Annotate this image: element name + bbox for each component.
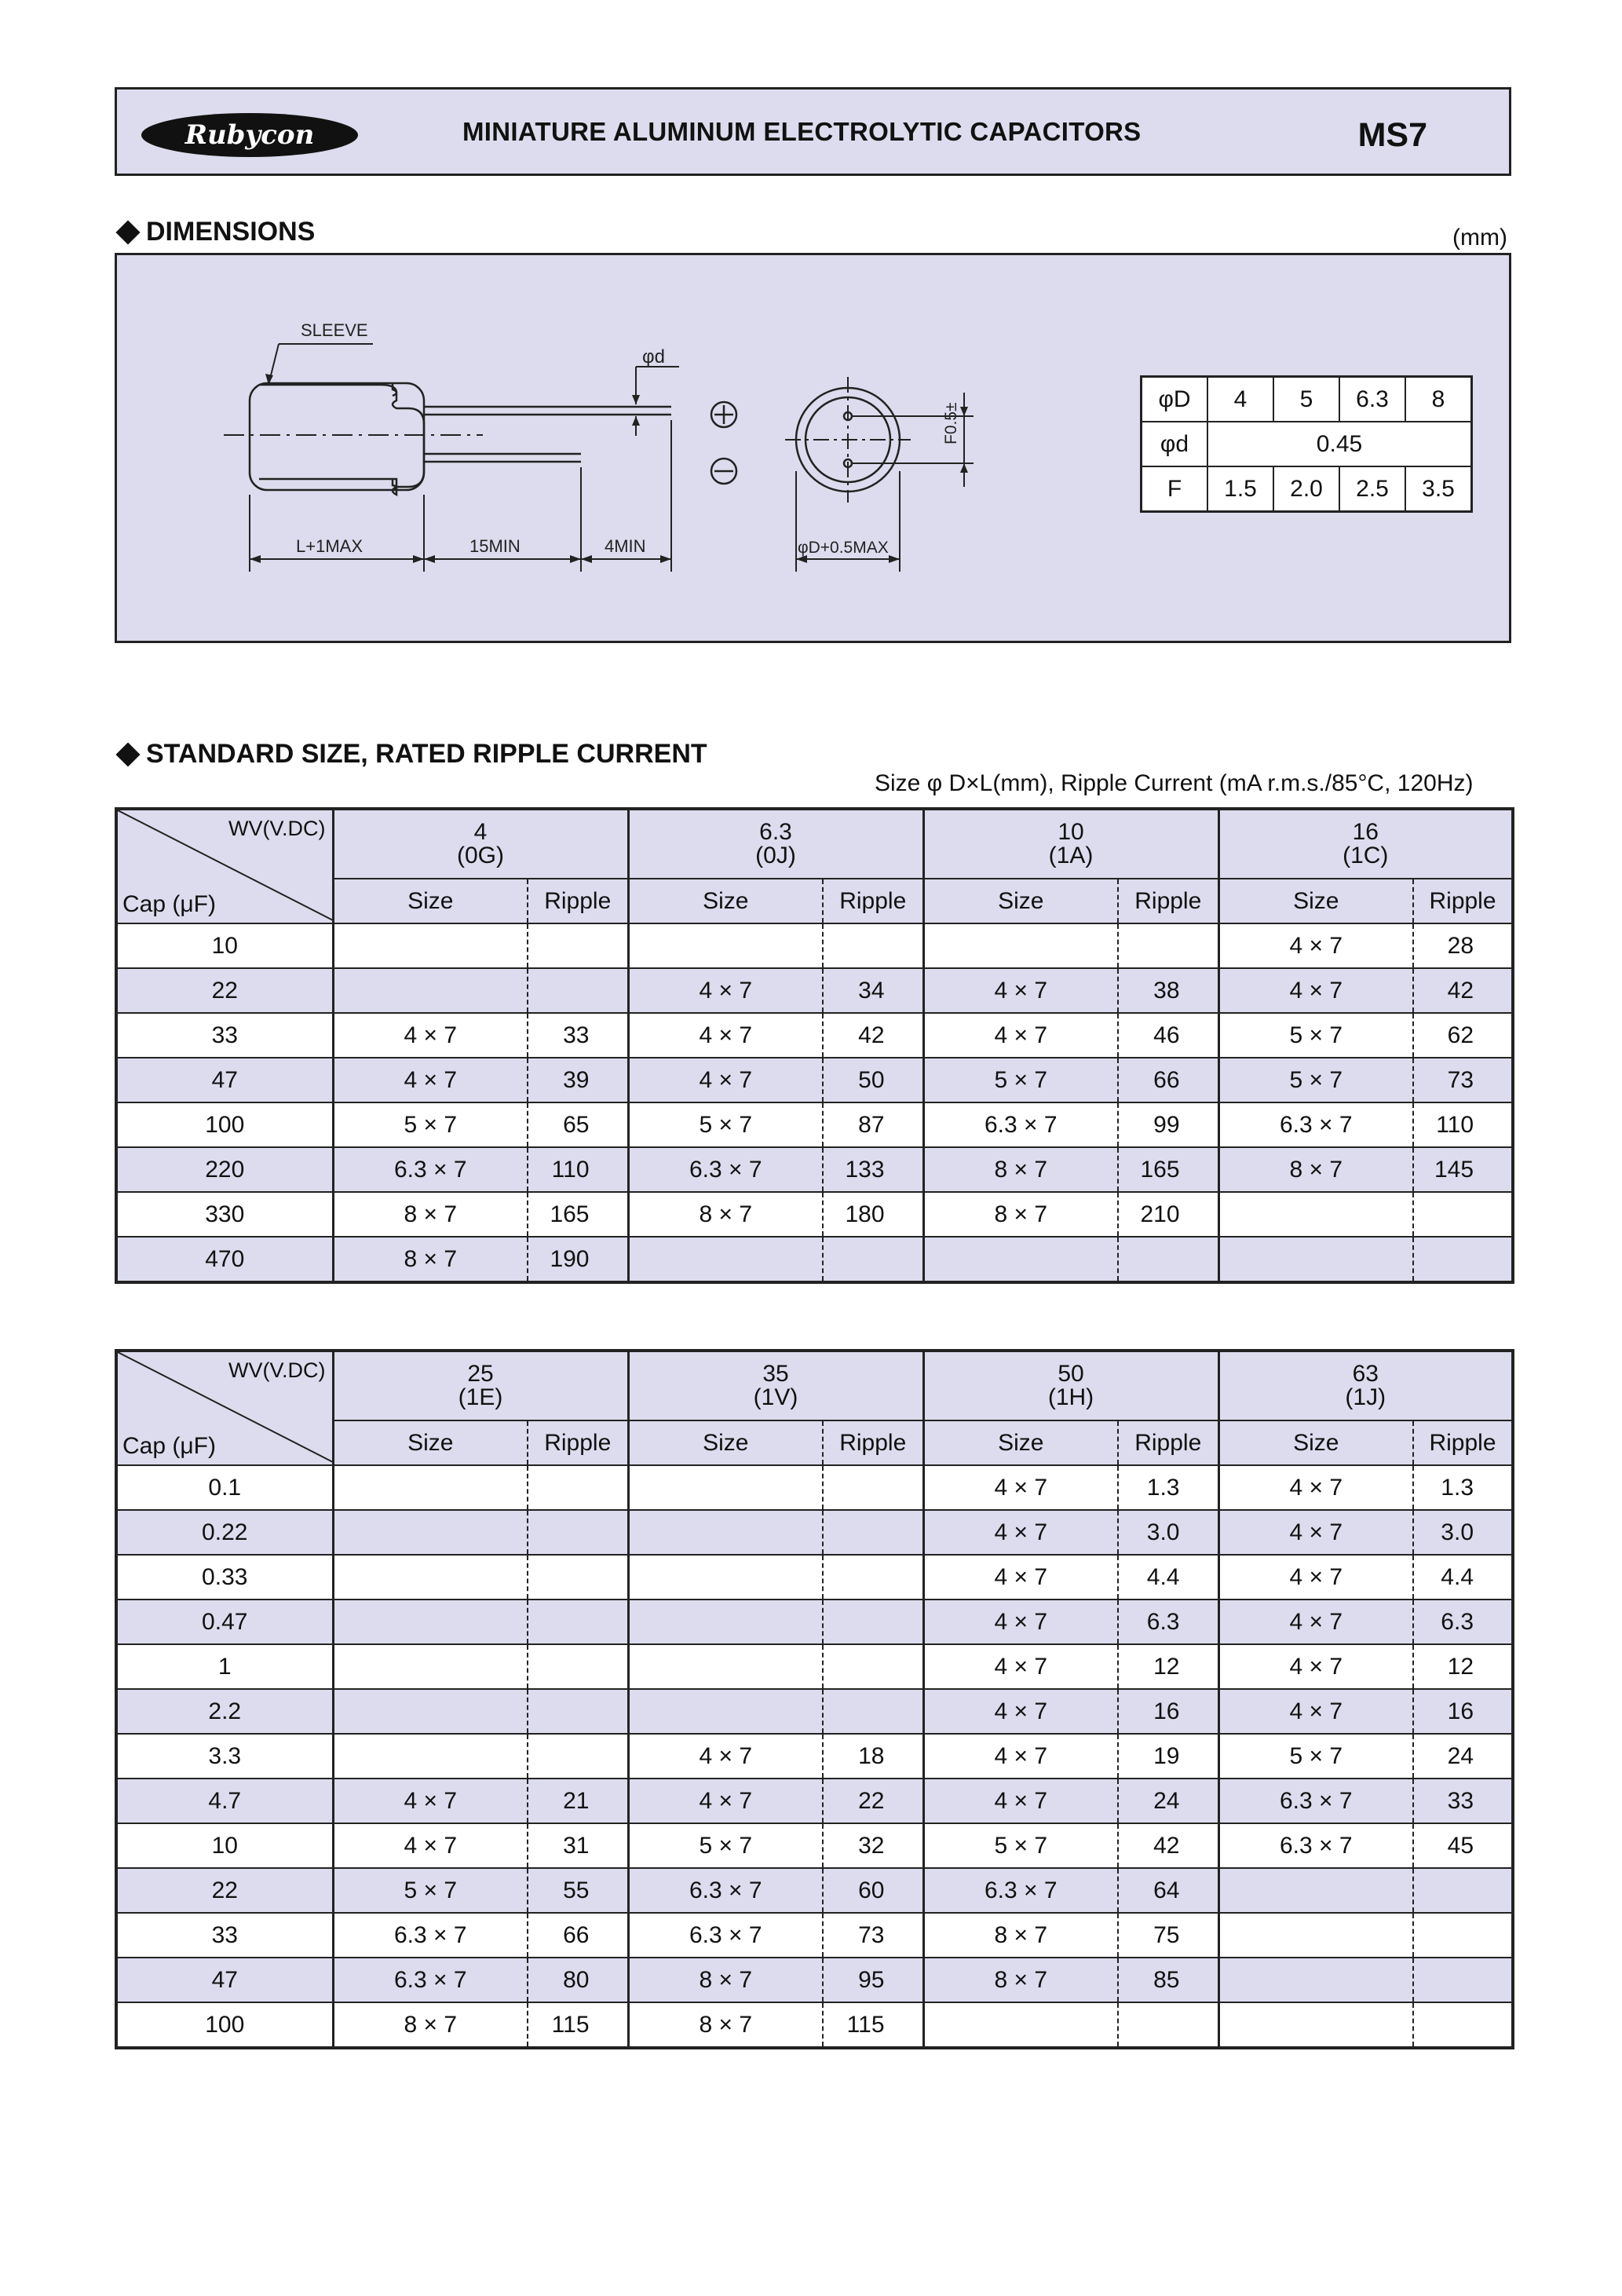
capacitance-cell: 470: [116, 1237, 333, 1282]
dimensions-heading-text: DIMENSIONS: [146, 217, 316, 247]
voltage-value: 35: [762, 1361, 789, 1387]
capacitance-cell: 0.47: [116, 1600, 333, 1644]
voltage-code: (1H): [1047, 1384, 1094, 1410]
ripple-cell: [823, 1465, 923, 1510]
table-row: [116, 1510, 1513, 1555]
ripple-cell: [823, 1600, 923, 1644]
ripple-cell: 39: [528, 1058, 628, 1102]
size-cell: 4 × 7: [923, 1013, 1118, 1058]
ripple-cell: 6.3: [1413, 1600, 1513, 1644]
ripple-note: Size φ D×L(mm), Ripple Current (mA r.m.s./85°C, 120Hz): [875, 770, 1474, 796]
capacitor-body: [250, 383, 424, 490]
size-cell: 8 × 7: [1218, 1147, 1413, 1192]
size-cell: 8 × 7: [333, 2002, 528, 2048]
ripple-cell: [823, 1555, 923, 1600]
capacitance-cell: 0.1: [116, 1465, 333, 1510]
dim-row-phid: [1142, 422, 1472, 466]
ripple-heading-text: STANDARD SIZE, RATED RIPPLE CURRENT: [146, 739, 707, 769]
dim-cell: 6.3: [1339, 377, 1405, 422]
capacitance-cell: 47: [116, 1058, 333, 1102]
size-cell: 4 × 7: [923, 1689, 1118, 1734]
size-cell: [333, 1600, 528, 1644]
ripple-cell: 33: [1413, 1779, 1513, 1823]
size-cell: 4 × 7: [1218, 1644, 1413, 1689]
size-cell: 5 × 7: [628, 1823, 823, 1868]
size-cell: 8 × 7: [628, 1958, 823, 2002]
voltage-code: (0J): [755, 843, 796, 868]
size-cell: [628, 1237, 823, 1282]
capacitance-cell: 33: [116, 1013, 333, 1058]
size-cell: 8 × 7: [333, 1192, 528, 1237]
wv-label: WV(V.DC): [228, 1358, 326, 1382]
table-row: [116, 1823, 1513, 1868]
ripple-cell: [1413, 1868, 1513, 1913]
size-cell: 6.3 × 7: [333, 1958, 528, 2002]
size-cell: 8 × 7: [923, 1147, 1118, 1192]
table-row: [116, 923, 1513, 968]
size-cell: 5 × 7: [1218, 1734, 1413, 1779]
size-cell: 4 × 7: [628, 1779, 823, 1823]
voltage-header: [333, 1351, 628, 1420]
size-cell: 4 × 7: [923, 1510, 1118, 1555]
size-column-header: Size: [628, 879, 823, 923]
size-cell: [923, 1237, 1118, 1282]
size-cell: [628, 1600, 823, 1644]
capacitance-cell: 22: [116, 968, 333, 1013]
size-cell: 4 × 7: [1218, 1555, 1413, 1600]
size-cell: 6.3 × 7: [628, 1147, 823, 1192]
table-row: [116, 1958, 1513, 2002]
ripple-cell: [528, 1600, 628, 1644]
ripple-cell: 66: [1118, 1058, 1218, 1102]
size-column-header: Size: [628, 1420, 823, 1465]
ripple-cell: [823, 923, 923, 968]
dim-cell: 0.45: [1207, 422, 1472, 466]
ripple-cell: 73: [823, 1913, 923, 1958]
voltage-value: 16: [1352, 819, 1379, 845]
ripple-cell: [1413, 1913, 1513, 1958]
ripple-cell: 42: [1118, 1823, 1218, 1868]
size-cell: [333, 1510, 528, 1555]
size-cell: [333, 968, 528, 1013]
ripple-cell: [823, 1237, 923, 1282]
capacitance-cell: 0.33: [116, 1555, 333, 1600]
ripple-table-1-body: [116, 809, 1513, 1282]
size-cell: [333, 1644, 528, 1689]
voltage-value: 63: [1352, 1361, 1379, 1387]
voltage-code: (0G): [457, 843, 504, 868]
series-code: MS7: [1357, 116, 1427, 154]
ripple-cell: 190: [528, 1237, 628, 1282]
size-cell: 4 × 7: [333, 1779, 528, 1823]
voltage-header: [1218, 1351, 1513, 1420]
dia-label: φD+0.5MAX: [798, 539, 889, 557]
voltage-code: (1A): [1048, 843, 1094, 868]
size-cell: [1218, 1237, 1413, 1282]
size-column-header: Size: [1218, 879, 1413, 923]
ripple-cell: 28: [1413, 923, 1513, 968]
voltage-value: 25: [467, 1361, 494, 1387]
size-cell: 8 × 7: [923, 1192, 1118, 1237]
size-cell: 4 × 7: [923, 1465, 1118, 1510]
size-cell: 6.3 × 7: [628, 1913, 823, 1958]
table-row: [116, 1192, 1513, 1237]
ripple-cell: 50: [823, 1058, 923, 1102]
ripple-cell: 210: [1118, 1192, 1218, 1237]
table-row: [116, 1689, 1513, 1734]
header-corner: [116, 1351, 333, 1465]
size-cell: 6.3 × 7: [1218, 1823, 1413, 1868]
size-cell: 5 × 7: [333, 1868, 528, 1913]
capacitance-cell: 220: [116, 1147, 333, 1192]
table-row: [116, 1868, 1513, 1913]
dim-cell: 4: [1207, 377, 1273, 422]
table-row: [116, 1102, 1513, 1147]
size-cell: 8 × 7: [923, 1913, 1118, 1958]
voltage-code: (1V): [753, 1384, 798, 1410]
ripple-heading: [115, 739, 707, 770]
voltage-header: [923, 1351, 1218, 1420]
ripple-cell: 87: [823, 1102, 923, 1147]
size-cell: 6.3 × 7: [923, 1868, 1118, 1913]
size-cell: [628, 1510, 823, 1555]
size-cell: 4 × 7: [1218, 968, 1413, 1013]
ripple-cell: 16: [1413, 1689, 1513, 1734]
ripple-cell: 65: [528, 1102, 628, 1147]
voltage-code: (1E): [458, 1384, 503, 1410]
ripple-column-header: Ripple: [1118, 879, 1218, 923]
size-cell: 5 × 7: [923, 1058, 1118, 1102]
table-row: [116, 1600, 1513, 1644]
size-cell: 6.3 × 7: [1218, 1102, 1413, 1147]
capacitance-cell: 100: [116, 2002, 333, 2048]
voltage-code: (1C): [1343, 843, 1389, 868]
ripple-cell: 19: [1118, 1734, 1218, 1779]
ripple-cell: 42: [823, 1013, 923, 1058]
ripple-cell: 115: [528, 2002, 628, 2048]
table-row: [116, 1734, 1513, 1779]
header-corner: [116, 809, 333, 923]
ripple-cell: 42: [1413, 968, 1513, 1013]
size-cell: 6.3 × 7: [333, 1913, 528, 1958]
size-cell: 5 × 7: [628, 1102, 823, 1147]
size-cell: 4 × 7: [1218, 1465, 1413, 1510]
size-cell: 4 × 7: [1218, 1600, 1413, 1644]
table-row: [116, 2002, 1513, 2048]
size-cell: 4 × 7: [333, 1823, 528, 1868]
size-column-header: Size: [333, 879, 528, 923]
ripple-cell: [1413, 2002, 1513, 2048]
capacitance-cell: 1: [116, 1644, 333, 1689]
ripple-cell: 133: [823, 1147, 923, 1192]
capacitance-cell: 47: [116, 1958, 333, 2002]
dim-cell: 3.5: [1405, 466, 1472, 512]
table-row: [116, 1058, 1513, 1102]
ripple-cell: 165: [528, 1192, 628, 1237]
size-cell: [923, 2002, 1118, 2048]
size-cell: 5 × 7: [1218, 1058, 1413, 1102]
dim-cell: 2.0: [1273, 466, 1339, 512]
diamond-bullet-icon: [115, 742, 140, 766]
size-cell: 8 × 7: [923, 1958, 1118, 2002]
unit-note: (mm): [1452, 225, 1507, 250]
size-cell: [628, 1644, 823, 1689]
ripple-cell: 110: [1413, 1102, 1513, 1147]
wv-label: WV(V.DC): [228, 817, 326, 840]
size-cell: [628, 1689, 823, 1734]
ripple-cell: 165: [1118, 1147, 1218, 1192]
size-cell: [333, 923, 528, 968]
ripple-cell: 75: [1118, 1913, 1218, 1958]
voltage-header: [628, 809, 923, 879]
ripple-cell: 16: [1118, 1689, 1218, 1734]
ripple-column-header: Ripple: [1118, 1420, 1218, 1465]
capacitance-cell: 2.2: [116, 1689, 333, 1734]
capacitance-cell: 10: [116, 923, 333, 968]
size-column-header: Size: [333, 1420, 528, 1465]
ripple-cell: 24: [1118, 1779, 1218, 1823]
ripple-cell: 62: [1413, 1013, 1513, 1058]
size-cell: [1218, 1913, 1413, 1958]
ripple-cell: [528, 1644, 628, 1689]
ripple-cell: 3.0: [1413, 1510, 1513, 1555]
ripple-cell: 6.3: [1118, 1600, 1218, 1644]
ripple-cell: 55: [528, 1868, 628, 1913]
cap-label: Cap (μF): [122, 1433, 216, 1459]
ripple-table-2-body: [116, 1351, 1513, 2048]
length-label: L+1MAX: [296, 536, 363, 556]
capacitance-cell: 3.3: [116, 1734, 333, 1779]
ripple-cell: 180: [823, 1192, 923, 1237]
ripple-cell: 33: [528, 1013, 628, 1058]
table-row: [116, 1779, 1513, 1823]
ripple-cell: 32: [823, 1823, 923, 1868]
ripple-table-1: [115, 807, 1514, 1284]
voltage-header: [923, 809, 1218, 879]
size-cell: 6.3 × 7: [628, 1868, 823, 1913]
ripple-cell: [1413, 1237, 1513, 1282]
ripple-cell: 85: [1118, 1958, 1218, 2002]
size-cell: 4 × 7: [923, 1644, 1118, 1689]
logo-text: Rubycon: [184, 119, 315, 151]
ripple-cell: 3.0: [1118, 1510, 1218, 1555]
ripple-cell: [528, 1510, 628, 1555]
size-cell: [333, 1689, 528, 1734]
size-cell: 6.3 × 7: [923, 1102, 1118, 1147]
size-cell: 8 × 7: [628, 1192, 823, 1237]
ripple-cell: [528, 1689, 628, 1734]
dimension-table: [1140, 375, 1473, 513]
size-cell: 8 × 7: [333, 1237, 528, 1282]
ripple-cell: 60: [823, 1868, 923, 1913]
size-cell: 4 × 7: [923, 968, 1118, 1013]
cap-label: Cap (μF): [122, 891, 216, 917]
dim-cell: 2.5: [1339, 466, 1405, 512]
document-title: MINIATURE ALUMINUM ELECTROLYTIC CAPACITORS: [462, 117, 1142, 146]
ripple-cell: 1.3: [1118, 1465, 1218, 1510]
ripple-cell: 24: [1413, 1734, 1513, 1779]
ripple-cell: 95: [823, 1958, 923, 2002]
capacitance-cell: 22: [116, 1868, 333, 1913]
size-cell: 4 × 7: [628, 1734, 823, 1779]
capacitance-cell: 4.7: [116, 1779, 333, 1823]
capacitance-cell: 330: [116, 1192, 333, 1237]
ripple-cell: 80: [528, 1958, 628, 2002]
voltage-header: [333, 809, 628, 879]
ripple-cell: 99: [1118, 1102, 1218, 1147]
size-cell: [628, 1555, 823, 1600]
size-cell: 5 × 7: [1218, 1013, 1413, 1058]
voltage-value: 4: [473, 819, 488, 845]
size-cell: 4 × 7: [923, 1779, 1118, 1823]
table-row: [116, 968, 1513, 1013]
table-row: [116, 1913, 1513, 1958]
voltage-header: [1218, 809, 1513, 879]
ripple-cell: 34: [823, 968, 923, 1013]
dim-cell: 1.5: [1207, 466, 1273, 512]
ripple-column-header: Ripple: [1413, 879, 1513, 923]
ripple-cell: [1118, 923, 1218, 968]
table-row: [116, 1555, 1513, 1600]
size-cell: 4 × 7: [923, 1555, 1118, 1600]
table-row: [116, 1147, 1513, 1192]
table-row: [116, 1237, 1513, 1282]
ripple-cell: [823, 1510, 923, 1555]
ripple-cell: [1118, 1237, 1218, 1282]
ripple-cell: 1.3: [1413, 1465, 1513, 1510]
size-cell: 4 × 7: [628, 1013, 823, 1058]
size-cell: 8 × 7: [628, 2002, 823, 2048]
capacitance-cell: 33: [116, 1913, 333, 1958]
ripple-cell: 38: [1118, 968, 1218, 1013]
size-cell: [333, 1465, 528, 1510]
ripple-cell: 4.4: [1118, 1555, 1218, 1600]
voltage-value: 50: [1058, 1361, 1084, 1387]
ripple-cell: [1118, 2002, 1218, 2048]
size-cell: 5 × 7: [923, 1823, 1118, 1868]
table-row: [116, 1644, 1513, 1689]
ripple-cell: 12: [1118, 1644, 1218, 1689]
lead-dia-label: φd: [642, 346, 665, 367]
size-cell: [1218, 2002, 1413, 2048]
ripple-cell: [823, 1644, 923, 1689]
capacitance-cell: 10: [116, 1823, 333, 1868]
size-cell: [333, 1555, 528, 1600]
ripple-cell: [528, 923, 628, 968]
table-row: [116, 1013, 1513, 1058]
size-cell: [1218, 1192, 1413, 1237]
size-cell: [1218, 1868, 1413, 1913]
size-cell: 4 × 7: [1218, 1510, 1413, 1555]
size-column-header: Size: [923, 879, 1118, 923]
size-cell: 4 × 7: [628, 968, 823, 1013]
ripple-column-header: Ripple: [823, 879, 923, 923]
size-cell: [628, 1465, 823, 1510]
ripple-cell: [1413, 1192, 1513, 1237]
ripple-column-header: Ripple: [823, 1420, 923, 1465]
voltage-value: 6.3: [759, 819, 792, 845]
lead-min-label: 15MIN: [469, 536, 521, 556]
size-cell: 4 × 7: [1218, 923, 1413, 968]
ripple-cell: 64: [1118, 1868, 1218, 1913]
capacitor-body-outline: [259, 385, 424, 495]
lead-end-label: 4MIN: [605, 536, 646, 556]
size-cell: 6.3 × 7: [333, 1147, 528, 1192]
size-cell: 4 × 7: [333, 1013, 528, 1058]
ripple-column-header: Ripple: [1413, 1420, 1513, 1465]
header-row-voltage: [116, 809, 1513, 879]
ripple-cell: 31: [528, 1823, 628, 1868]
sleeve-label: SLEEVE: [301, 320, 368, 340]
ripple-cell: 21: [528, 1779, 628, 1823]
ripple-cell: [528, 968, 628, 1013]
ripple-cell: 46: [1118, 1013, 1218, 1058]
ripple-cell: 18: [823, 1734, 923, 1779]
ripple-cell: [528, 1555, 628, 1600]
size-cell: 4 × 7: [923, 1600, 1118, 1644]
capacitance-cell: 0.22: [116, 1510, 333, 1555]
dimension-drawing: [0, 0, 1622, 707]
ripple-cell: 45: [1413, 1823, 1513, 1868]
voltage-value: 10: [1058, 819, 1084, 845]
header-row-voltage: [116, 1351, 1513, 1420]
dim-label-phid: φd: [1142, 422, 1208, 466]
size-column-header: Size: [923, 1420, 1118, 1465]
size-cell: 5 × 7: [333, 1102, 528, 1147]
size-cell: 4 × 7: [923, 1734, 1118, 1779]
size-cell: 4 × 7: [628, 1058, 823, 1102]
size-cell: 4 × 7: [1218, 1689, 1413, 1734]
pitch-label: F0.5±: [942, 402, 960, 444]
size-cell: [923, 923, 1118, 968]
ripple-cell: 110: [528, 1147, 628, 1192]
ripple-cell: 73: [1413, 1058, 1513, 1102]
ripple-column-header: Ripple: [528, 1420, 628, 1465]
ripple-table-2: [115, 1349, 1514, 2049]
size-cell: [333, 1734, 528, 1779]
ripple-column-header: Ripple: [528, 879, 628, 923]
voltage-code: (1J): [1345, 1384, 1386, 1410]
ripple-cell: 22: [823, 1779, 923, 1823]
ripple-cell: 12: [1413, 1644, 1513, 1689]
ripple-cell: [528, 1465, 628, 1510]
dim-cell: 5: [1273, 377, 1339, 422]
capacitance-cell: 100: [116, 1102, 333, 1147]
dim-label-phiD: φD: [1142, 377, 1208, 422]
size-cell: 6.3 × 7: [1218, 1779, 1413, 1823]
size-cell: 4 × 7: [333, 1058, 528, 1102]
size-column-header: Size: [1218, 1420, 1413, 1465]
size-cell: [1218, 1958, 1413, 2002]
ripple-cell: [1413, 1958, 1513, 2002]
dim-cell: 8: [1405, 377, 1472, 422]
voltage-header: [628, 1351, 923, 1420]
size-cell: [628, 923, 823, 968]
ripple-cell: 66: [528, 1913, 628, 1958]
ripple-cell: [823, 1689, 923, 1734]
table-row: [116, 1465, 1513, 1510]
ripple-cell: 4.4: [1413, 1555, 1513, 1600]
dim-row-phiD: [1142, 377, 1472, 422]
ripple-cell: 115: [823, 2002, 923, 2048]
dim-label-F: F: [1142, 466, 1208, 512]
dim-row-F: [1142, 466, 1472, 512]
ripple-cell: [528, 1734, 628, 1779]
ripple-cell: 145: [1413, 1147, 1513, 1192]
